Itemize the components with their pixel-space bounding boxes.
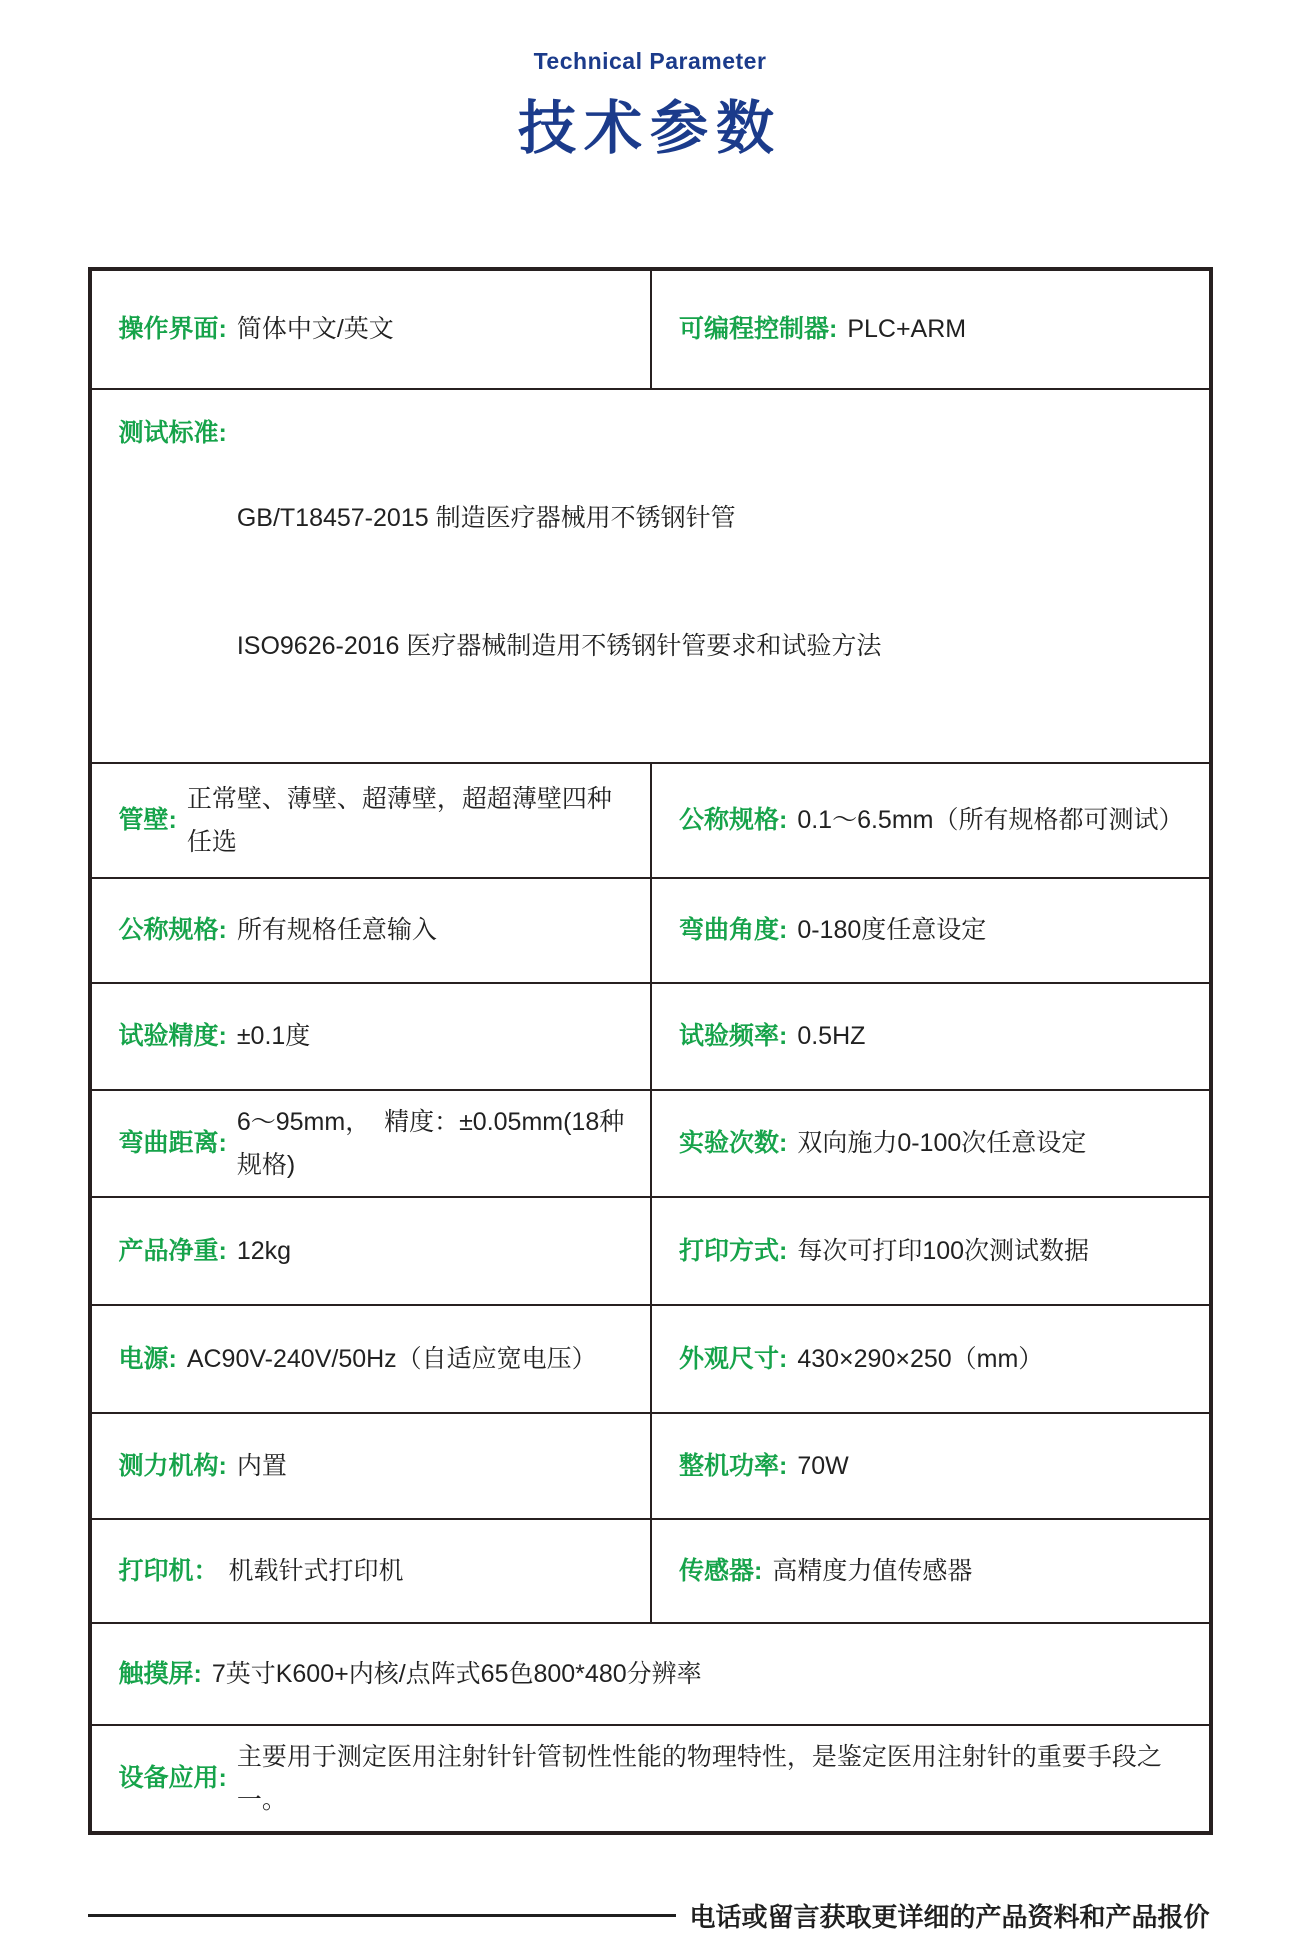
spec-cell-nominal-size-input (92, 879, 651, 982)
spec-value: PLC+ARM (847, 315, 967, 344)
table-row (92, 1089, 1209, 1196)
spec-value (237, 412, 882, 752)
spec-cell-touch-screen (92, 1624, 1209, 1724)
spec-label: 公称规格: (118, 916, 227, 945)
spec-label: 电源: (118, 1344, 177, 1373)
table-row (92, 271, 1209, 388)
spec-value: 主要用于测定医用注射针针管韧性性能的物理特性，是鉴定医用注射针的重要手段之一。 (236, 1743, 1162, 1814)
spec-cell-total-power (650, 1414, 1209, 1518)
spec-label: 弯曲距离: (118, 1129, 227, 1158)
spec-cell-print-mode (650, 1198, 1209, 1304)
table-row (92, 1412, 1209, 1518)
footer-note: 电话或留言获取更详细的产品资料和产品报价 (689, 1902, 1210, 1932)
spec-cell-programmable-controller (650, 271, 1209, 388)
spec-value: 内置 (236, 1451, 287, 1480)
spec-cell-device-application (92, 1726, 1209, 1831)
footer-divider-line (88, 1914, 676, 1917)
spec-cell-test-frequency (650, 984, 1209, 1089)
table-row (92, 1196, 1209, 1304)
spec-cell-bend-angle (650, 879, 1209, 982)
spec-value: ±0.1度 (236, 1022, 311, 1051)
spec-cell-sensor (650, 1520, 1209, 1622)
table-row (92, 877, 1209, 982)
spec-value: 0.1～6.5mm（所有规格都可测试） (797, 806, 1184, 835)
spec-value: 0-180度任意设定 (797, 916, 987, 945)
spec-value: 70W (797, 1451, 849, 1480)
spec-cell-dimensions (650, 1306, 1209, 1412)
spec-label: 试验频率: (679, 1022, 788, 1051)
spec-value: 12kg (236, 1236, 292, 1265)
spec-cell-nominal-size-range (650, 764, 1209, 877)
spec-label: 设备应用: (118, 1764, 227, 1793)
spec-value: 所有规格任意输入 (236, 916, 437, 945)
spec-cell-net-weight (92, 1198, 651, 1304)
table-row (92, 1518, 1209, 1622)
spec-label: 测试标准: (118, 419, 227, 447)
spec-label: 弯曲角度: (679, 916, 788, 945)
spec-cell-printer (92, 1520, 651, 1622)
spec-label: 打印机： (118, 1556, 219, 1585)
table-row (92, 982, 1209, 1089)
spec-label: 可编程控制器: (679, 315, 838, 344)
spec-label: 试验精度: (118, 1022, 227, 1051)
spec-value: 简体中文/英文 (236, 315, 394, 344)
spec-value-line: GB/T18457-2015 制造医疗器械用不锈钢针管 (236, 504, 736, 532)
spec-value: 双向施力0-100次任意设定 (797, 1129, 1087, 1158)
spec-label: 整机功率: (679, 1451, 788, 1480)
table-row (92, 762, 1209, 877)
spec-label: 传感器: (679, 1556, 763, 1585)
table-row (92, 1622, 1209, 1724)
spec-value: 正常壁、薄壁、超薄壁，超超薄壁四种任选 (186, 785, 612, 856)
spec-cell-test-count (650, 1091, 1209, 1196)
spec-value: 430×290×250（mm） (797, 1344, 1044, 1373)
spec-value: 7英寸K600+内核/点阵式65色800*480分辨率 (211, 1659, 702, 1688)
spec-label: 外观尺寸: (679, 1344, 788, 1373)
title-block (0, 0, 1300, 165)
spec-cell-bend-distance (92, 1091, 651, 1196)
spec-value-line: ISO9626-2016 医疗器械制造用不锈钢针管要求和试验方法 (236, 631, 882, 660)
spec-cell-test-standard (92, 390, 1209, 762)
spec-cell-power-supply (92, 1306, 651, 1412)
spec-label: 产品净重: (118, 1236, 227, 1265)
spec-cell-force-mechanism (92, 1414, 651, 1518)
spec-label: 打印方式: (679, 1236, 788, 1265)
table-row (92, 388, 1209, 762)
table-row (92, 1304, 1209, 1412)
spec-label: 实验次数: (679, 1129, 788, 1158)
spec-cell-tube-wall (92, 764, 651, 877)
spec-label: 操作界面: (118, 315, 227, 344)
spec-cell-test-accuracy (92, 984, 651, 1089)
spec-value: 机载针式打印机 (228, 1556, 404, 1585)
spec-label: 管壁: (118, 806, 177, 835)
table-row (92, 1724, 1209, 1831)
spec-value: 6～95mm， 精度：±0.05mm(18种规格) (236, 1108, 625, 1179)
spec-label: 测力机构: (118, 1451, 227, 1480)
spec-table (88, 267, 1213, 1835)
spec-value: 每次可打印100次测试数据 (797, 1236, 1090, 1265)
subtitle-english: Technical Parameter (533, 48, 767, 74)
spec-label: 触摸屏: (118, 1659, 202, 1688)
page-title: 技术参数 (517, 96, 782, 161)
spec-cell-operation-interface (92, 271, 651, 388)
spec-value: 高精度力值传感器 (772, 1556, 973, 1585)
spec-value: AC90V-240V/50Hz（自适应宽电压） (186, 1344, 597, 1373)
footer (88, 1897, 1213, 1934)
spec-label: 公称规格: (679, 806, 788, 835)
spec-value: 0.5HZ (797, 1022, 866, 1051)
